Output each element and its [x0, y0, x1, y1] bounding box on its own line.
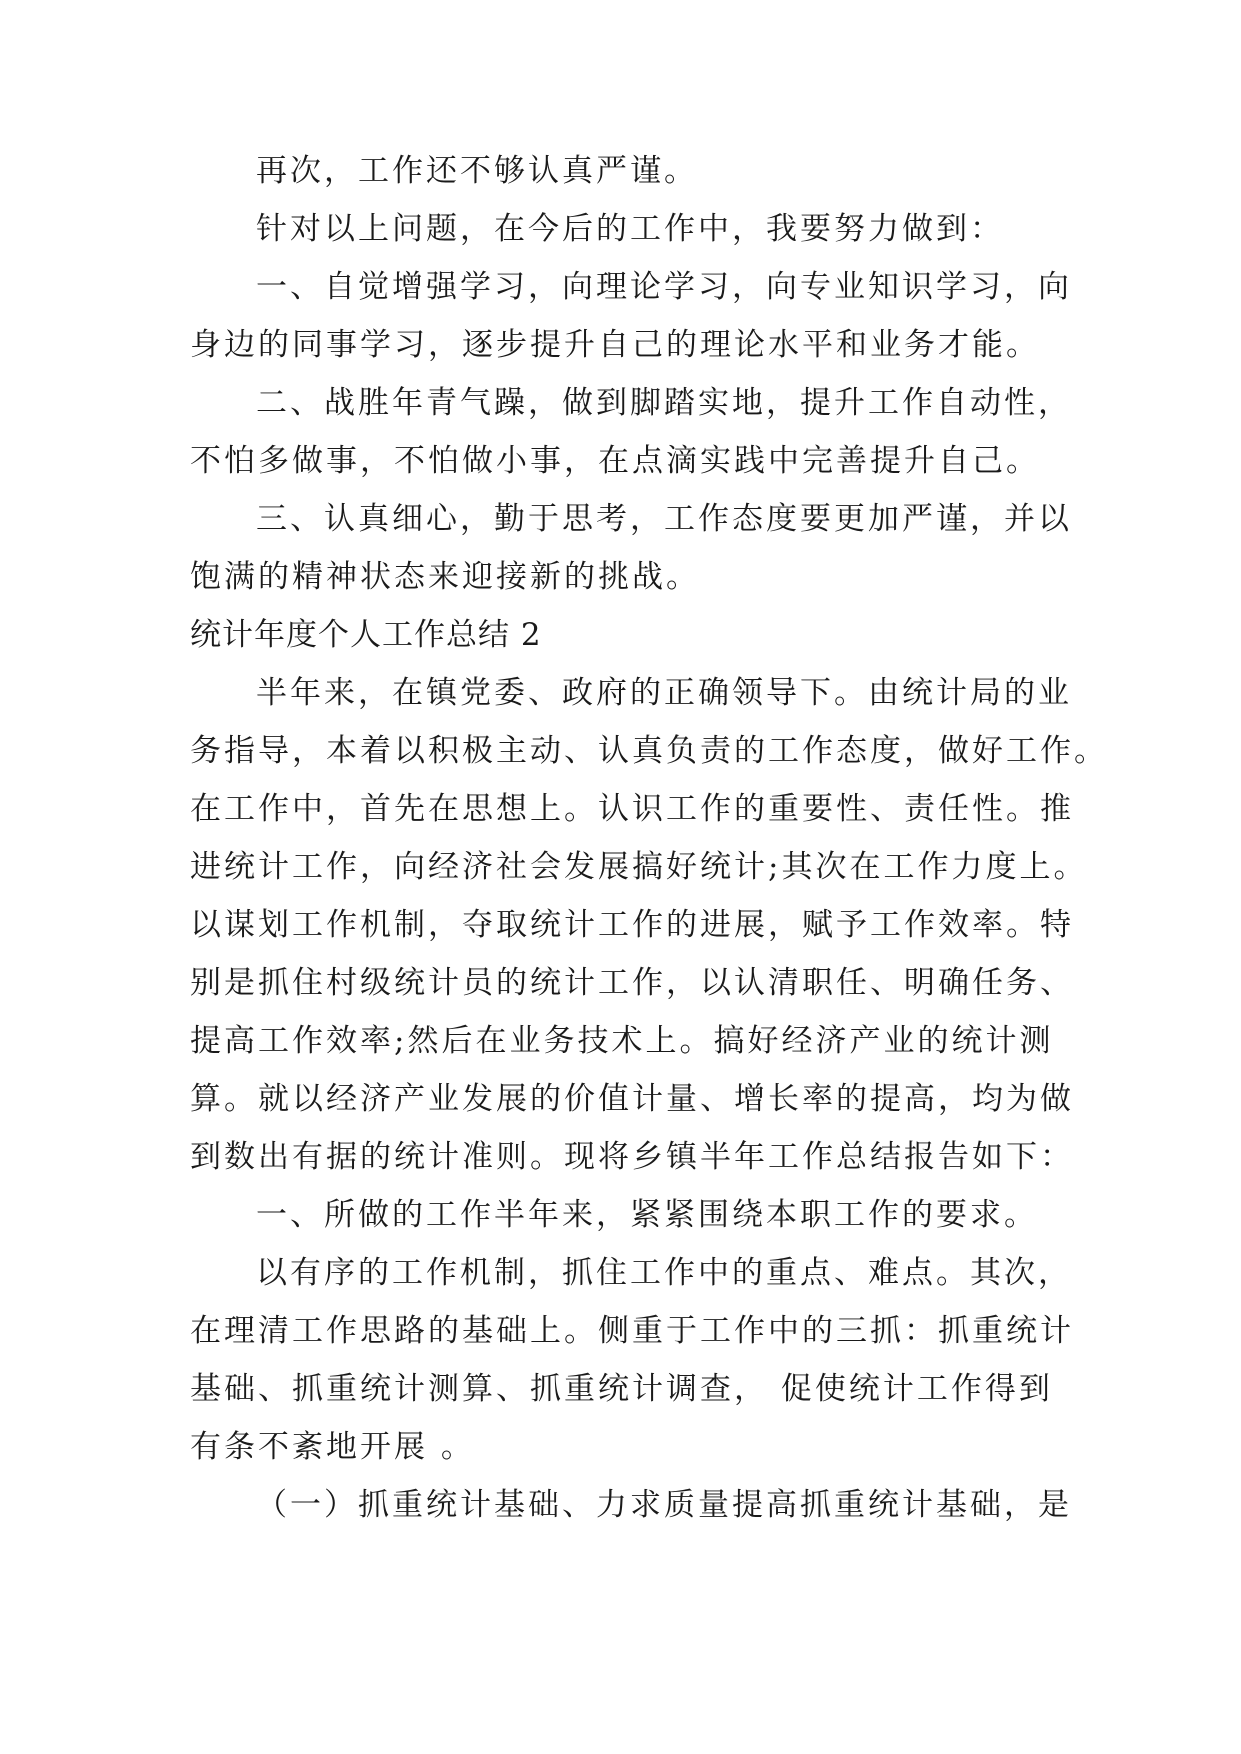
paragraph-line: 再次，工作还不够认真严谨。 [256, 153, 698, 189]
paragraph-line: 以有序的工作机制，抓住工作中的重点、难点。其次， [256, 1255, 1072, 1291]
paragraph-line: 身边的同事学习，逐步提升自己的理论水平和业务才能。 [190, 327, 1040, 363]
paragraph-line: 在理清工作思路的基础上。侧重于工作中的三抓：抓重统计 [190, 1313, 1074, 1349]
paragraph-line: 基础、抓重统计测算、抓重统计调查， 促使统计工作得到 [190, 1371, 1053, 1407]
paragraph-line: 算。就以经济产业发展的价值计量、增长率的提高，均为做 [190, 1081, 1074, 1117]
paragraph-line: 二、战胜年青气躁，做到脚踏实地，提升工作自动性， [256, 385, 1072, 421]
paragraph-line: 针对以上问题，在今后的工作中，我要努力做到： [256, 211, 1004, 247]
paragraph-line: 提高工作效率;然后在业务技术上。搞好经济产业的统计测 [190, 1023, 1054, 1059]
paragraph-line: 在工作中，首先在思想上。认识工作的重要性、责任性。推 [190, 791, 1074, 827]
paragraph-line: 以谋划工作机制，夺取统计工作的进展，赋予工作效率。特 [190, 907, 1074, 943]
paragraph-line: 半年来，在镇党委、政府的正确领导下。由统计局的业 [256, 675, 1072, 711]
paragraph-line: 有条不紊地开展 。 [190, 1429, 475, 1465]
paragraph-line: 一、所做的工作半年来，紧紧围绕本职工作的要求。 [256, 1197, 1038, 1233]
paragraph-line: 饱满的精神状态来迎接新的挑战。 [190, 559, 700, 595]
paragraph-line: 一、自觉增强学习，向理论学习，向专业知识学习，向 [256, 269, 1072, 305]
paragraph-line: 不怕多做事，不怕做小事，在点滴实践中完善提升自己。 [190, 443, 1040, 479]
section-heading: 统计年度个人工作总结 2 [190, 617, 542, 653]
paragraph-line: 三、认真细心，勤于思考，工作态度要更加严谨，并以 [256, 501, 1072, 537]
paragraph-line: 进统计工作，向经济社会发展搞好统计;其次在工作力度上。 [190, 849, 1088, 885]
paragraph-line: 务指导，本着以积极主动、认真负责的工作态度，做好工作。 [190, 733, 1108, 769]
paragraph-line: 别是抓住村级统计员的统计工作，以认清职任、明确任务、 [190, 965, 1074, 1001]
paragraph-line: （一）抓重统计基础、力求质量提高抓重统计基础，是 [256, 1487, 1072, 1523]
paragraph-line: 到数出有据的统计准则。现将乡镇半年工作总结报告如下： [190, 1139, 1074, 1175]
